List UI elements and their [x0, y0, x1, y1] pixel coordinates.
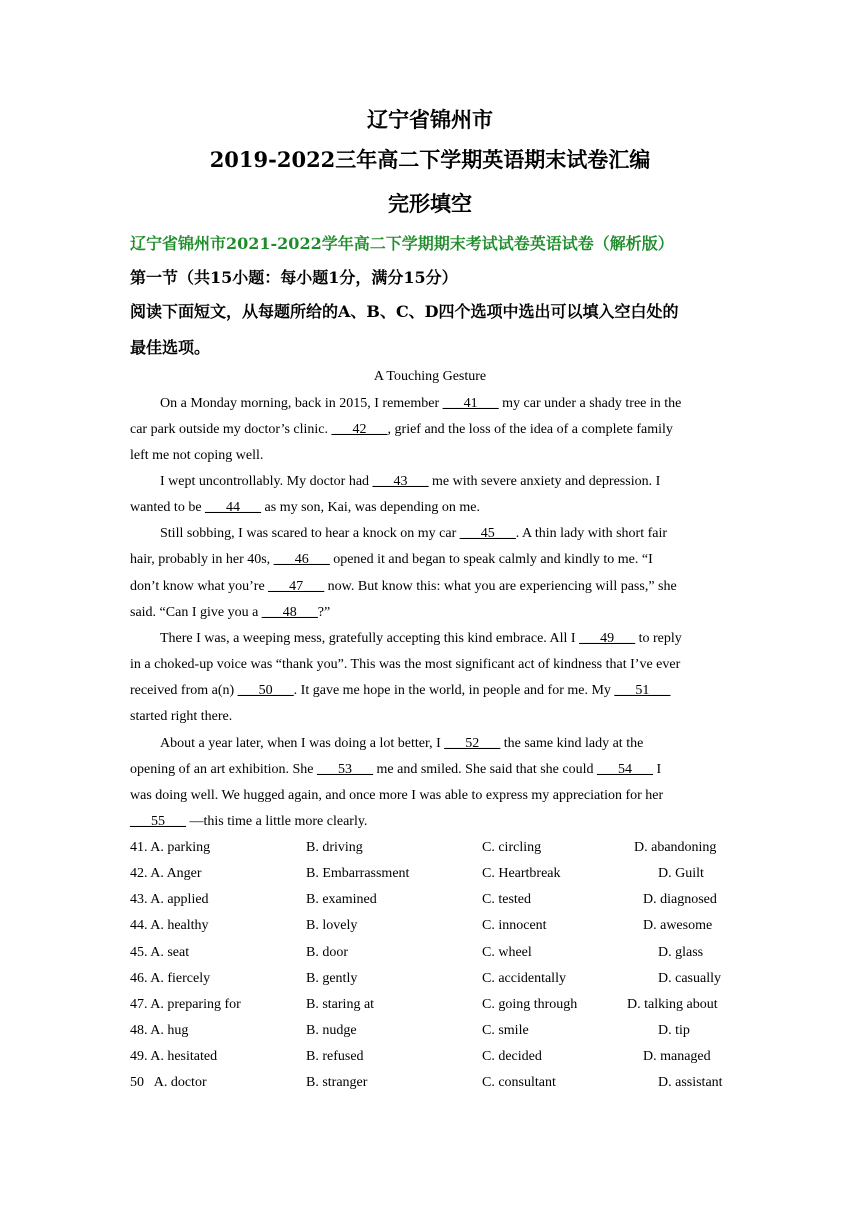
option-a: 49. A. hesitated: [130, 1049, 218, 1064]
option-b: B. examined: [306, 892, 377, 907]
option-b: B. door: [306, 945, 348, 960]
option-b: B. stranger: [306, 1075, 368, 1090]
option-d: D. casually: [658, 971, 721, 986]
option-c: C. smile: [482, 1023, 529, 1038]
instruction-line-2: 最佳选项。: [130, 338, 211, 357]
option-a: 48. A. hug: [130, 1023, 189, 1038]
header-section-type: 完形填空: [388, 191, 472, 216]
passage-line: in a choked-up voice was “thank you”. This was the most significant act of kindness that I’ve ever: [130, 657, 681, 672]
blank-47: ___47___: [268, 579, 325, 594]
passage-line: On a Monday morning, back in 2015, I remember ___41___ my car under a shady tree in the: [160, 396, 682, 411]
option-b: B. staring at: [306, 997, 375, 1012]
option-d: D. assistant: [658, 1075, 723, 1090]
blank-45: ___45___: [459, 526, 516, 541]
option-b: B. driving: [306, 840, 363, 855]
option-c: C. wheel: [482, 945, 532, 960]
passage-line: car park outside my doctor’s clinic. ___42___, grief and the loss of the idea of a complete family: [130, 422, 673, 437]
option-d: D. awesome: [643, 918, 713, 933]
option-a: 42. A. Anger: [130, 866, 202, 881]
passage-line: left me not coping well.: [130, 448, 264, 463]
option-c: C. tested: [482, 892, 531, 907]
passage-line: said. “Can I give you a ___48___?”: [130, 605, 331, 620]
blank-41: ___41___: [442, 396, 499, 411]
blank-44: ___44___: [205, 500, 262, 515]
option-c: C. circling: [482, 840, 542, 855]
blank-46: ___46___: [273, 552, 330, 567]
passage-line: started right there.: [130, 709, 233, 724]
blank-48: ___48___: [261, 605, 318, 620]
option-c: C. going through: [482, 997, 578, 1012]
option-a: 44. A. healthy: [130, 918, 209, 933]
option-c: C. consultant: [482, 1075, 556, 1090]
blank-55: ___55___: [130, 814, 186, 829]
option-a: 45. A. seat: [130, 945, 190, 960]
option-d: D. abandoning: [634, 840, 717, 855]
option-d: D. glass: [658, 945, 704, 960]
passage-line: received from a(n) ___50___. It gave me hope in the world, in people and for me. My ___51___: [130, 683, 671, 698]
passage-line: ___55___ —this time a little more clearly.: [130, 814, 368, 829]
instruction-line-1: 阅读下面短文，从每题所给的A、B、C、D四个选项中选出可以填入空白处的: [130, 302, 679, 321]
section-title: 第一节（共15小题：每小题1分，满分15分）: [130, 268, 458, 287]
blank-51: ___51___: [614, 683, 671, 698]
option-c: C. innocent: [482, 918, 547, 933]
passage-line: About a year later, when I was doing a lot better, I ___52___ the same kind lady at the: [160, 736, 644, 751]
option-a: 47. A. preparing for: [130, 997, 241, 1012]
option-c: C. decided: [482, 1049, 542, 1064]
passage-line: opening of an art exhibition. She ___53___ me and smiled. She said that she could ___54___ I: [130, 762, 662, 777]
option-c: C. accidentally: [482, 971, 566, 986]
blank-52: ___52___: [444, 736, 501, 751]
passage-line: don’t know what you’re ___47___ now. But know this: what you are experiencing will pass,” she: [130, 579, 677, 594]
option-a: 41. A. parking: [130, 840, 211, 855]
option-d: D. talking about: [627, 997, 718, 1012]
passage-line: wanted to be ___44___ as my son, Kai, was depending on me.: [130, 500, 480, 515]
passage-line: There I was, a weeping mess, gratefully accepting this kind embrace. All I ___49___ to reply: [160, 631, 682, 646]
blank-49: ___49___: [579, 631, 636, 646]
option-d: D. diagnosed: [643, 892, 717, 907]
blank-54: ___54___: [597, 762, 653, 777]
option-b: B. nudge: [306, 1023, 357, 1038]
blank-50: ___50___: [237, 683, 294, 698]
passage-line: I wept uncontrollably. My doctor had ___43___ me with severe anxiety and depression. I: [160, 474, 661, 489]
passage-line: Still sobbing, I was scared to hear a knock on my car ___45___. A thin lady with short fair: [160, 526, 668, 541]
option-a: 43. A. applied: [130, 892, 209, 907]
option-a: 46. A. fiercely: [130, 971, 211, 986]
passage-line: hair, probably in her 40s, ___46___ opened it and began to speak calmly and kindly to me. “I: [130, 552, 653, 567]
option-b: B. Embarrassment: [306, 866, 410, 881]
header-collection-title: 2019-2022三年高二下学期英语期末试卷汇编: [209, 147, 651, 172]
header-province: 辽宁省锦州市: [367, 107, 493, 132]
blank-42: ___42___: [331, 422, 388, 437]
source-title: 辽宁省锦州市2021-2022学年高二下学期期末考试试卷英语试卷（解析版）: [130, 234, 674, 253]
option-a: 50 A. doctor: [130, 1075, 207, 1090]
option-d: D. managed: [643, 1049, 711, 1064]
option-d: D. tip: [658, 1023, 690, 1038]
option-b: B. lovely: [306, 918, 358, 933]
blank-43: ___43___: [372, 474, 429, 489]
option-b: B. refused: [306, 1049, 364, 1064]
option-c: C. Heartbreak: [482, 866, 561, 881]
passage-title: A Touching Gesture: [373, 369, 487, 384]
passage-line: was doing well. We hugged again, and once more I was able to express my appreciation for her: [130, 788, 664, 803]
blank-53: ___53___: [317, 762, 374, 777]
option-d: D. Guilt: [658, 866, 704, 881]
option-b: B. gently: [306, 971, 358, 986]
